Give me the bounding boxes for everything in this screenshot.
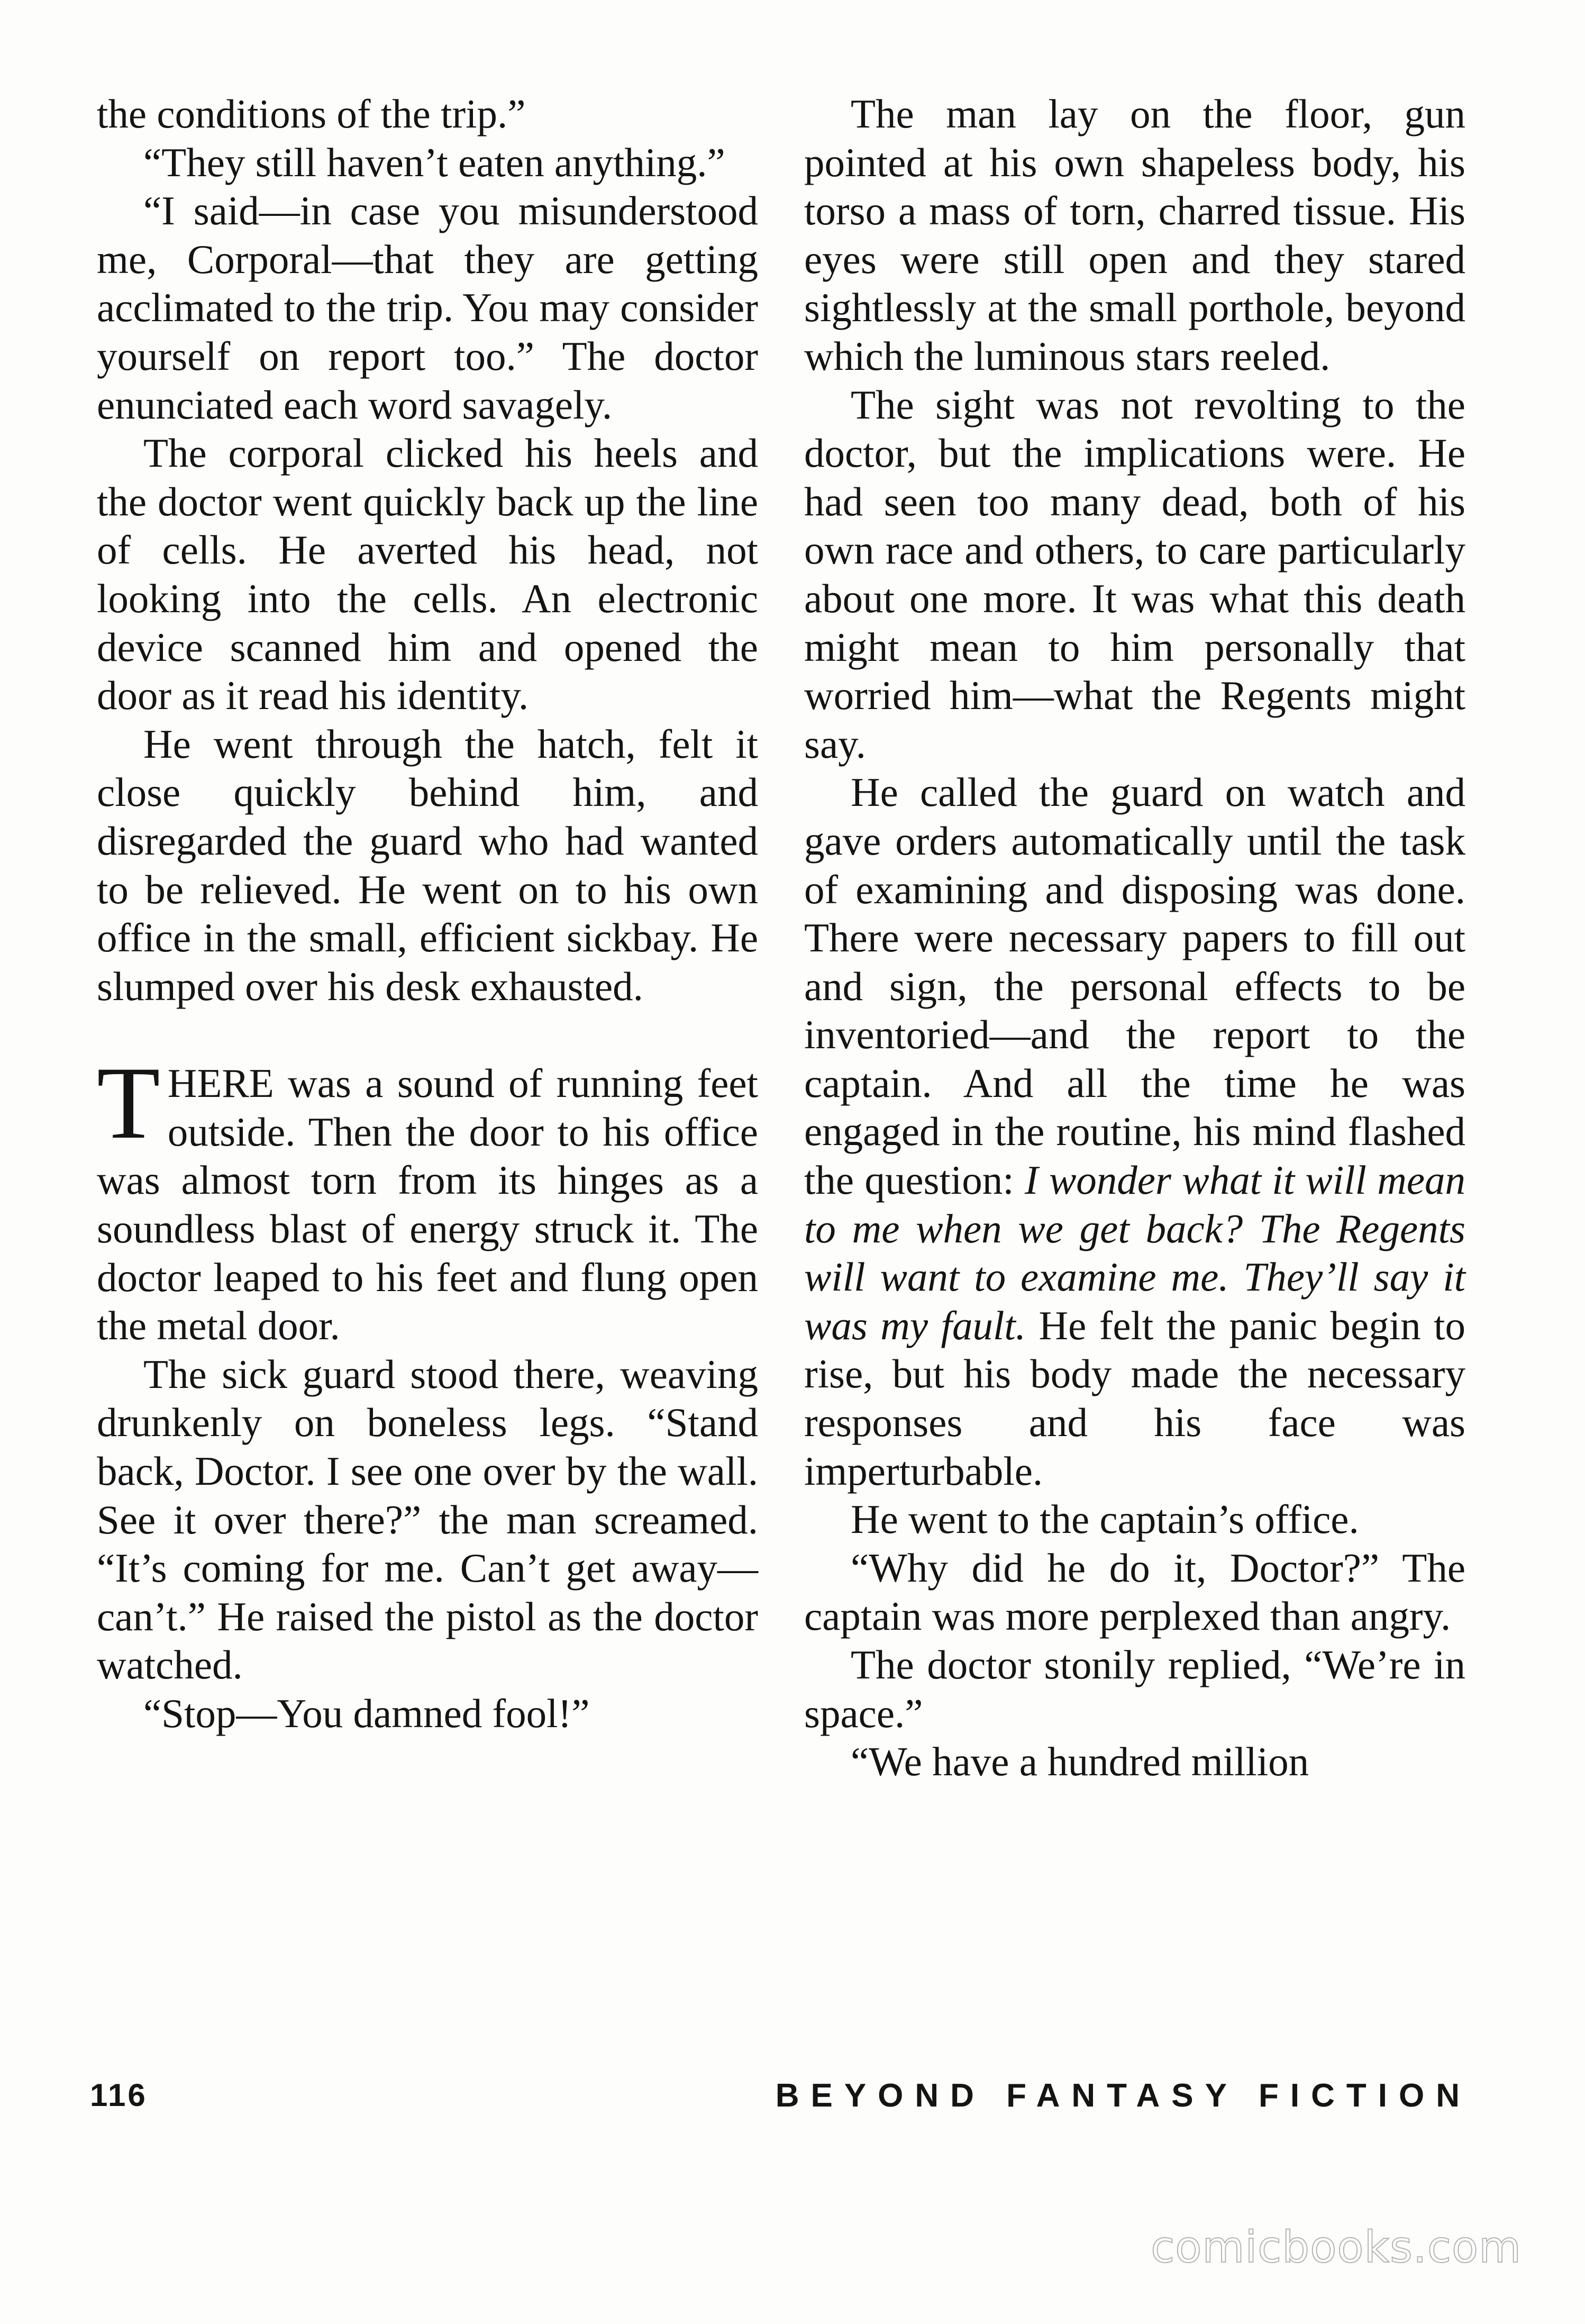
paragraph bbox=[804, 768, 1465, 1495]
italic-thought: I wonder what it will mean to me when we get back? The Regents will want to examine me. They’ll say it was my fault. bbox=[804, 1157, 1466, 1348]
paragraph: The sick guard stood there, weaving drunkenly on boneless legs. “Stand back, Doctor. I see one over by the wall. See it over there?” the man screamed. “It’s coming for me. Can’t get away—can’t.” He raised the pistol as the doctor watched. bbox=[97, 1351, 758, 1688]
page-number: 116 bbox=[90, 2077, 148, 2113]
watermark: comicbooks.com bbox=[1151, 2222, 1522, 2273]
right-text-column bbox=[804, 90, 1465, 1786]
paragraph: The man lay on the floor, gun pointed at his own shapeless body, his torso a mass of torn, charred tissue. His eyes were still open and they stared sightlessly at the small porthole, beyond which the luminous stars reeled. bbox=[804, 91, 1465, 379]
paragraph: The sight was not revolting to the doctor, but the implications were. He had seen too many dead, both of his own race and others, to care particularly about one more. It was what this death might mean to him personally that worried him—what the Regents might say. bbox=[804, 382, 1465, 767]
running-title: BEYOND FANTASY FICTION bbox=[775, 2077, 1471, 2114]
paragraph: “I said—in case you misunderstood me, Corporal—that they are getting acclimated to the trip. You may consider yourself on report too.” The doctor enunciated each word savagely. bbox=[97, 188, 758, 428]
paragraph-text: HERE was a sound of running feet outside. Then the door to his office was almost torn from its hinges as a soundless blast of energy struck it. The doctor leaped to his feet and flung open the metal door. bbox=[97, 1060, 758, 1349]
paragraph: The corporal clicked his heels and the doctor went quickly back up the line of cells. He averted his head, not looking into the cells. An electronic device scanned him and opened the door as it read his identity. bbox=[97, 430, 758, 719]
section-opening-paragraph bbox=[97, 1046, 758, 1350]
paragraph: “Why did he do it, Doctor?” The captain was more perplexed than angry. bbox=[804, 1545, 1465, 1639]
paragraph: “They still haven’t eaten anything.” bbox=[143, 139, 725, 185]
drop-cap: T bbox=[97, 1046, 160, 1161]
paragraph: “Stop—You damned fool!” bbox=[143, 1691, 590, 1736]
paragraph: He went through the hatch, felt it close quickly behind him, and disregarded the guard who had wanted to be relieved. He went on to his own office in the small, efficient sickbay. He slumped over his desk exhausted. bbox=[97, 721, 758, 1009]
paragraph: the conditions of the trip.” bbox=[97, 91, 526, 137]
page-footer bbox=[0, 2077, 1585, 2119]
paragraph-text: He called the guard on watch and gave orders automatically until the task of examining and disposing was done. There were necessary papers to fill out and sign, the personal effects to be inventoried—and the report to the captain. And all the time he was engaged in the routine, his mind flashed the question: bbox=[804, 769, 1465, 1203]
left-text-column bbox=[97, 90, 758, 1738]
paragraph: The doctor stonily replied, “We’re in space.” bbox=[804, 1642, 1465, 1736]
paragraph: “We have a hundred million bbox=[851, 1739, 1309, 1785]
paragraph-text: He felt the panic begin to rise, but his body made the necessary responses and his face was imperturbable. bbox=[804, 1302, 1465, 1494]
paragraph: He went to the captain’s office. bbox=[851, 1496, 1359, 1542]
